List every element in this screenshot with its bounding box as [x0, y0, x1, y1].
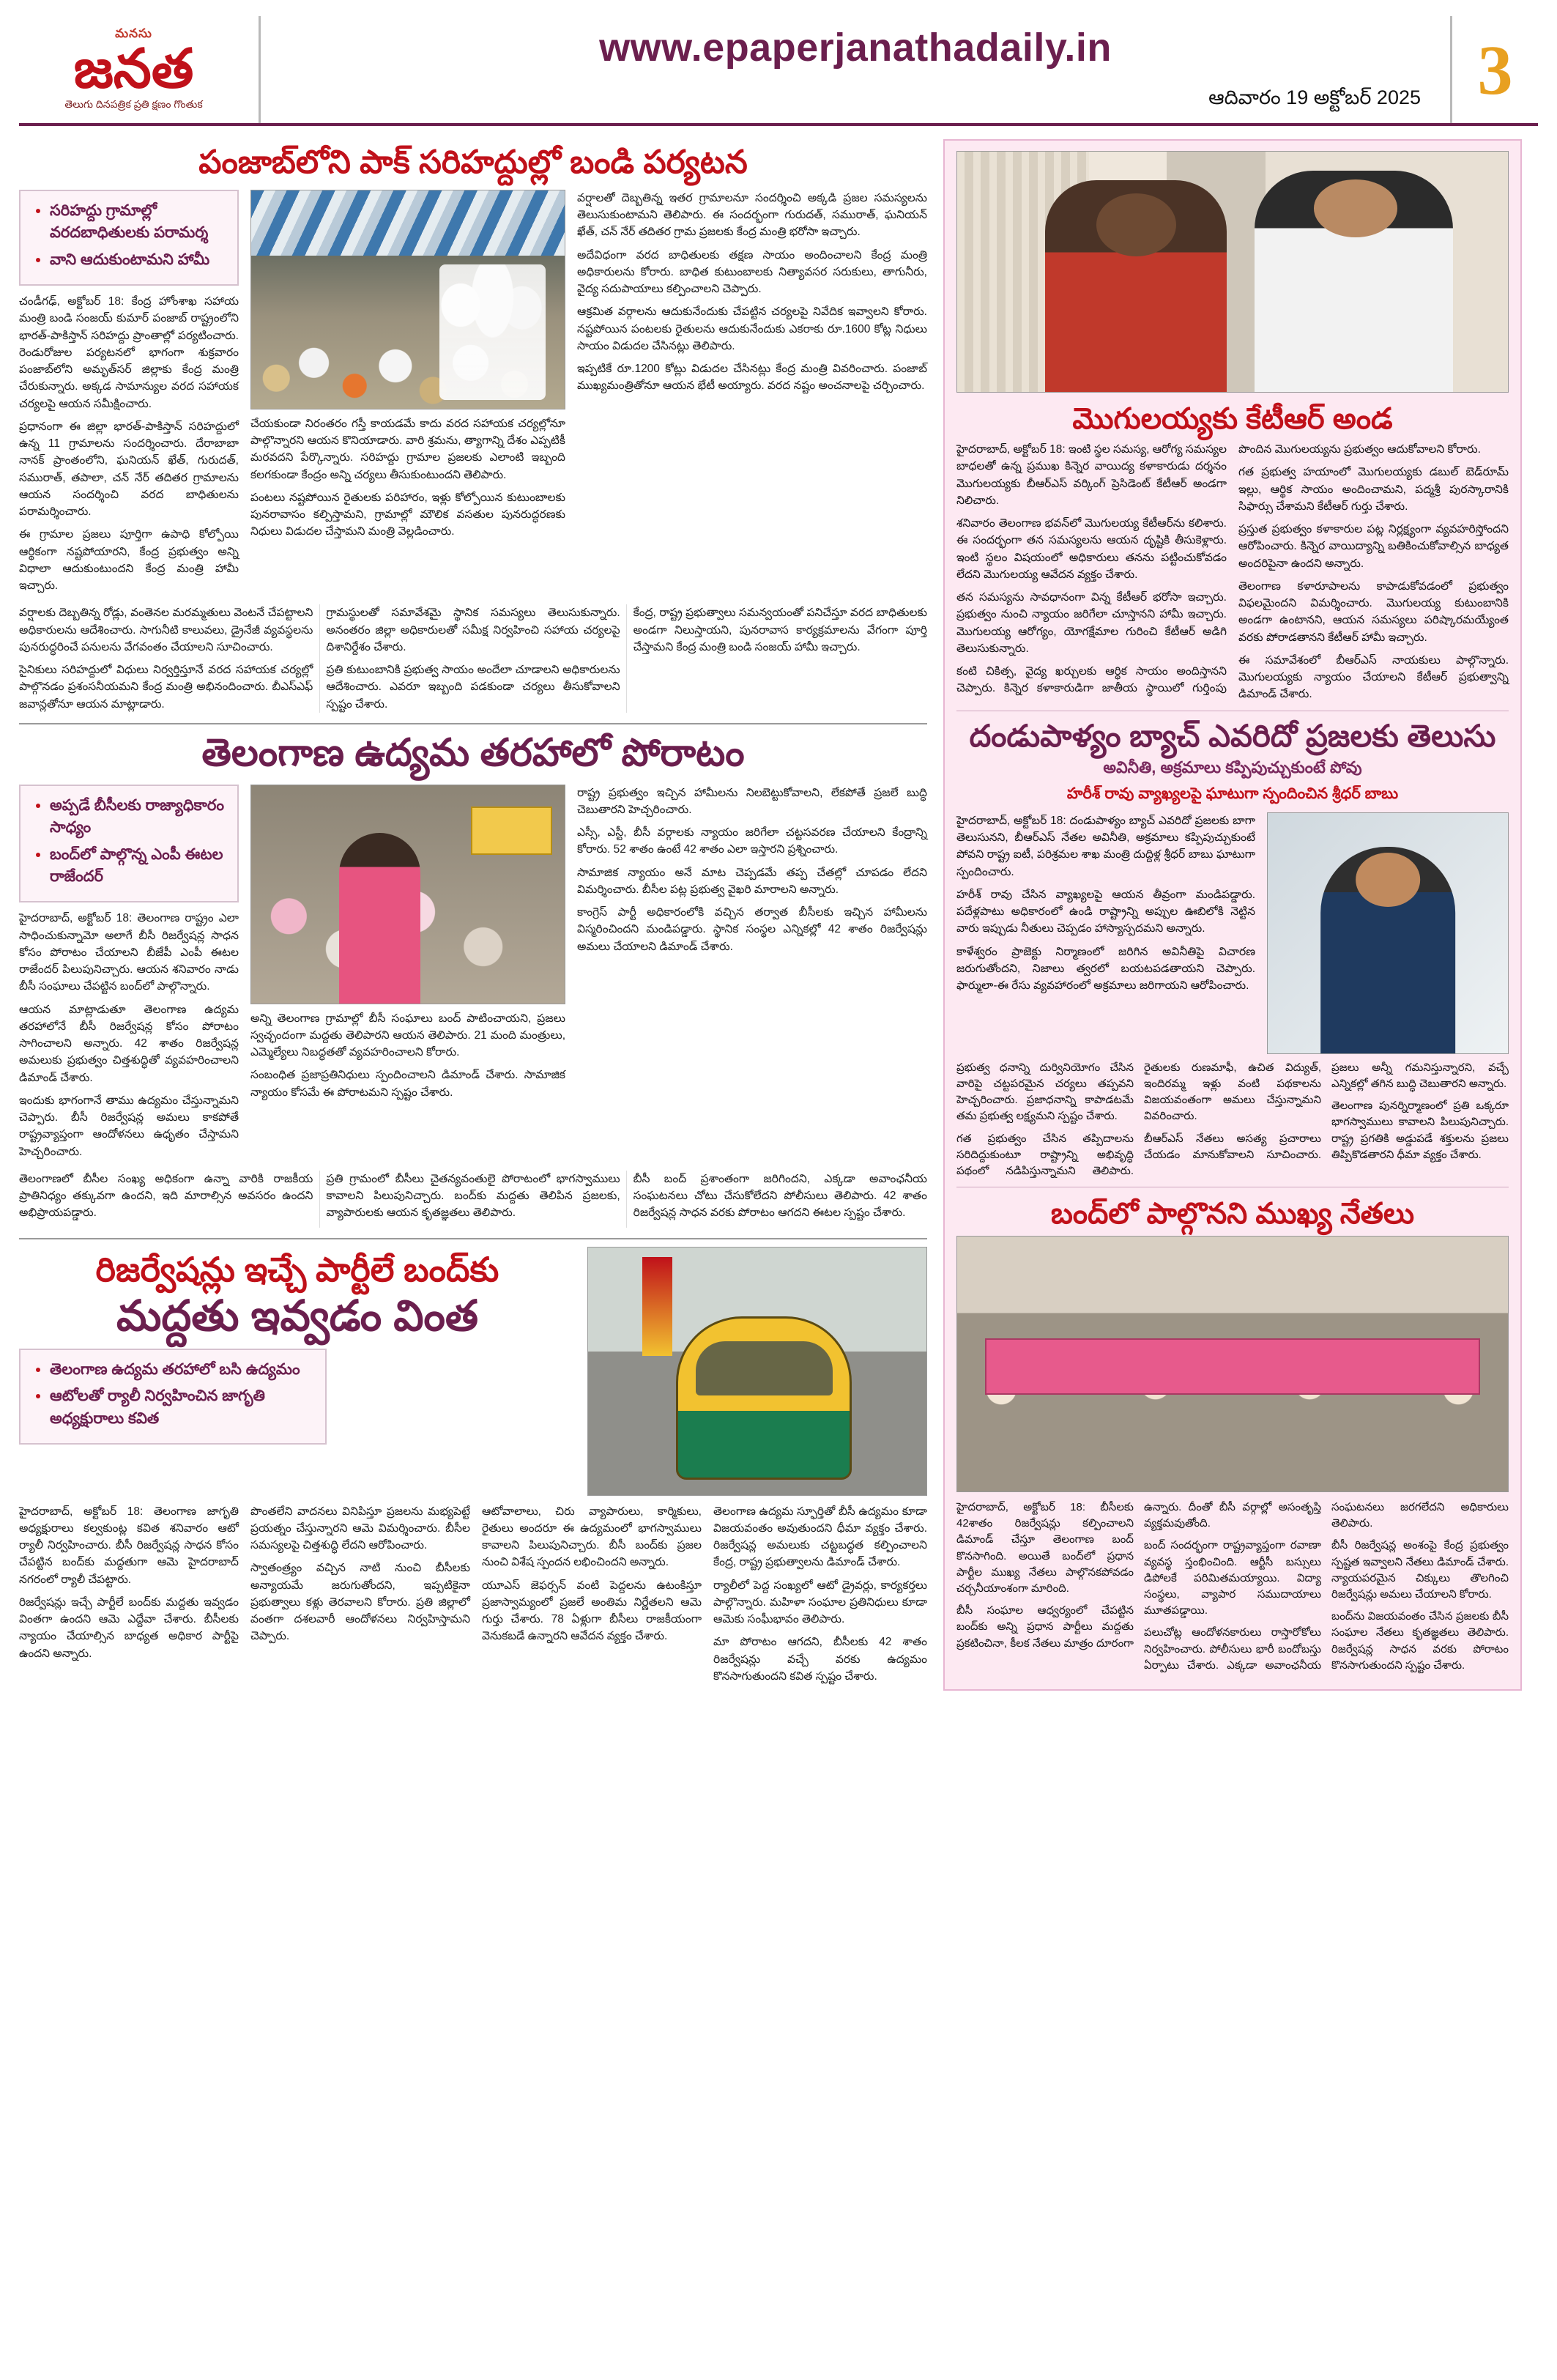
article-ktr-mogulayya — [956, 151, 1509, 703]
teaser-box — [19, 190, 239, 286]
article-paragraph: రిజర్వేషన్లు ఇచ్చే పార్టీలే బంద్‌కు మద్దతు ఇవ్వడం వింతగా ఉందని ఆమె ఎద్దేవా చేశారు. బీసీలకు న్యాయం చేయాల్సిన బాధ్యత అధికార పార్టీపై ఉందని అన్నారు. — [19, 1595, 239, 1660]
article-paragraph: బంద్ సందర్భంగా రాష్ట్రవ్యాప్తంగా రవాణా వ్యవస్థ స్తంభించింది. ఆర్టీసీ బస్సులు డిపోలకే పరిమితమయ్యాయి. విద్యా సంస్థలు, వ్యాపార సముదాయాలు మూతపడ్డాయి. — [1144, 1539, 1321, 1617]
article-paragraph: కాంగ్రెస్ పార్టీ అధికారంలోకి వచ్చిన తర్వాత బీసీలకు ఇచ్చిన హామీలను విస్మరించిందని మండిపడ్డారు. స్థానిక సంస్థల ఎన్నికల్లో 42 శాతం రిజర్వేషన్లు అమలు చేయాలని డిమాండ్ చేశారు. — [577, 906, 927, 953]
article-kavitha-auto-rally — [19, 1247, 927, 1691]
article-paragraph: తెలంగాణ పునర్నిర్మాణంలో ప్రతి ఒక్కరూ భాగస్వాములు కావాలని పిలుపునిచ్చారు. రాష్ట్ర ప్రగతికి అడ్డుపడే శక్తులను ప్రజలు తిప్పికొడతారని ధీమా వ్యక్తం చేశారు. — [1331, 1100, 1509, 1161]
article-paragraph: ప్రభుత్వ ధనాన్ని దుర్వినియోగం చేసిన వారిపై చట్టపరమైన చర్యలు తప్పవని హెచ్చరించారు. ప్రజాధనాన్ని కాపాడటమే తమ ప్రభుత్వ లక్ష్యమని స్పష్టం చేశారు. — [956, 1061, 1134, 1123]
logo-main-text: జనత — [73, 39, 194, 100]
article-headline: బంద్‌లో పాల్గొనని ముఖ్య నేతలు — [1050, 1198, 1415, 1231]
article-paragraph: బీసీ రిజర్వేషన్ల అంశంపై కేంద్ర ప్రభుత్వం స్పష్టత ఇవ్వాలని నేతలు డిమాండ్ చేశారు. న్యాయపరమైన చిక్కులు తొలగించి రిజర్వేషన్లు అమలు చేయాలని కోరారు. — [1331, 1539, 1509, 1601]
article-telangana-udyama-poratam — [19, 732, 927, 1228]
article-photo-group — [956, 1236, 1509, 1492]
article-paragraph: ఇప్పటికే రూ.1200 కోట్లు విడుదల చేసినట్లు కేంద్ర మంత్రి వివరించారు. పంజాబ్ ముఖ్యమంత్రితోనూ ఆయన భేటీ అయ్యారు. వరద నష్టం అంచనాలపై చర్చించారు. — [577, 363, 927, 393]
article-photo-crowd — [250, 190, 565, 409]
article-paragraph: వర్షాలతో దెబ్బతిన్న ఇతర గ్రామాలనూ సందర్శించి అక్కడి ప్రజల సమస్యలను తెలుసుకుంటామని తెలిపారు. ఈ సందర్భంగా గురుదత్, సమురాత్, ఘనియన్ ఖేత్, చన్ నేర్ తదితర గ్రామ ప్రజలకు కేంద్ర మంత్రి భరోసా ఇచ్చారు. — [577, 191, 927, 239]
teaser-item: • వాని ఆదుకుంటామని హామీ — [50, 249, 227, 271]
article-paragraph: ఈ సమావేశంలో బీఆర్ఎస్ నాయకులు పాల్గొన్నారు. మొగులయ్యకు న్యాయం చేయాలని కేటీఆర్ ప్రభుత్వాన్ని డిమాండ్ చేశారు. — [1238, 653, 1509, 701]
article-photo-rally — [250, 785, 565, 1004]
article-paragraph: ప్రతి కుటుంబానికి ప్రభుత్వ సాయం అందేలా చూడాలని అధికారులను ఆదేశించారు. ఎవరూ ఇబ్బంది పడకుండా చర్యలు తీసుకోవాలని స్పష్టం చేశారు. — [326, 664, 620, 711]
article-photo-sridhar-babu — [1267, 812, 1509, 1054]
article-paragraph: హైదరాబాద్, అక్టోబర్ 18: తెలంగాణ రాష్ట్రం ఎలా సాధించుకున్నామో అలాగే బీసీ రిజర్వేషన్ల సాధన కోసం పోరాటం చేయాలని బీజేపీ ఎంపీ ఈటల రాజేందర్ పిలుపునిచ్చారు. ఆయన శనివారం నాడు బీసీ సంఘాలు చేపట్టిన బంద్‌లో పాల్గొన్నారు. — [19, 912, 239, 993]
article-paragraph: కంటి చికిత్స, వైద్య ఖర్చులకు ఆర్థిక సాయం అందిస్తానని చెప్పారు. కిన్నెర కళాకారుడిగా జాతీయ స్థాయిలో గుర్తింపు పొందిన మొగులయ్యను ప్రభుత్వం ఆదుకోవాలని కోరారు. — [956, 443, 1481, 695]
article-paragraph: అన్ని తెలంగాణ గ్రామాల్లో బీసీ సంఘాలు బంద్ పాటించాయని, ప్రజలు స్వచ్ఛందంగా మద్దతు తెలిపారని ఆయన తెలిపారు. 21 మంది మంత్రులు, ఎమ్మెల్యేలు నిబద్ధతతో వ్యవహరించాలని కోరారు. — [250, 1012, 565, 1059]
article-paragraph: బీసీ సంఘాల ఆధ్వర్యంలో చేపట్టిన బంద్‌కు అన్ని ప్రధాన పార్టీలు మద్దతు ప్రకటించినా, కీలక నేతలు మాత్రం దూరంగా ఉన్నారు. దీంతో బీసీ వర్గాల్లో అసంతృప్తి వ్యక్తమవుతోంది. — [956, 1501, 1321, 1650]
article-paragraph: గత ప్రభుత్వం చేసిన తప్పిదాలను సరిదిద్దుకుంటూ రాష్ట్రాన్ని అభివృద్ధి పథంలో నడిపిస్తున్నామని తెలిపారు. రైతులకు రుణమాఫీ, ఉచిత విద్యుత్, ఇందిరమ్మ ఇళ్లు వంటి పథకాలను విజయవంతంగా అమలు చేస్తున్నామని వివరించారు. — [956, 1061, 1321, 1177]
article-paragraph: వర్షాలకు దెబ్బతిన్న రోడ్లు, వంతెనల మరమ్మతులు వెంటనే చేపట్టాలని అధికారులను ఆదేశించారు. సాగునీటి కాలువలు, డ్రైనేజీ వ్యవస్థలను పునరుద్ధరించే పనులను వేగవంతం చేయాలని సూచించారు. — [19, 607, 313, 653]
article-headline-line1: రిజర్వేషన్లు ఇచ్చే పార్టీలే బంద్‌కు — [95, 1250, 499, 1289]
article-paragraph: బీసీ బంద్ ప్రశాంతంగా జరిగిందని, ఎక్కడా అవాంఛనీయ సంఘటనలు చోటు చేసుకోలేదని పోలీసులు తెలిపారు. 42 శాతం రిజర్వేషన్ల సాధన వరకు పోరాటం ఆగదని ఈటల స్పష్టం చేశారు. — [633, 1172, 927, 1220]
article-subhead-1: అవినీతి, అక్రమాలు కప్పిపుచ్చుకుంటే పోవు — [1103, 757, 1362, 776]
article-paragraph: ఆయన మాట్లాడుతూ తెలంగాణ ఉద్యమ తరహాలోనే బీసీ రిజర్వేషన్ల కోసం పోరాటం సాగించాలని అన్నారు. 42 శాతం రిజర్వేషన్ల అమలుకు ప్రభుత్వం చిత్తశుద్ధితో వ్యవహరించాలని డిమాండ్ చేశారు. — [19, 1003, 239, 1084]
article-bandh-absent-leaders — [956, 1196, 1509, 1674]
article-paragraph: ఈ గ్రామాల ప్రజలు పూర్తిగా ఉపాధి కోల్పోయి ఆర్థికంగా నష్టపోయారని, కేంద్ర ప్రభుత్వం అన్ని విధాలా ఆదుకుంటుందని కేంద్ర మంత్రి హామీ ఇచ్చారు. — [19, 528, 239, 593]
article-paragraph: ప్రతి గ్రామంలో బీసీలు చైతన్యవంతులై పోరాటంలో భాగస్వాములు కావాలని పిలుపునిచ్చారు. బంద్‌కు మద్దతు తెలిపిన ప్రజలకు, వ్యాపారులకు ఆయన కృతజ్ఞతలు తెలిపారు. — [326, 1172, 620, 1220]
article-paragraph: ఇందుకు భాగంగానే తాము ఉద్యమం చేస్తున్నామని చెప్పారు. బీసీ రిజర్వేషన్ల అమలు కాకపోతే రాష్ట్రవ్యాప్తంగా ఆందోళనలు ఉధృతం చేస్తామని హెచ్చరించారు. — [19, 1094, 239, 1158]
article-bandi-punjab-tour — [19, 144, 927, 713]
article-paragraph: చేయకుండా నిరంతరం గస్తీ కాయడమే కాదు వరద సహాయక చర్యల్లోనూ పాల్గొన్నారని ఆయన కొనియాడారు. వారి శ్రమను, త్యాగాన్ని దేశం ఎప్పటికీ మరవదని పేర్కొన్నారు. సరిహద్దు గ్రామాల ప్రజలకు ఎలాంటి ఇబ్బంది కలగకుండా కేంద్రం అన్ని చర్యలు తీసుకుంటుందని తెలిపారు. — [250, 417, 565, 481]
article-paragraph: సామాజిక న్యాయం అనే మాట చెప్పడమే తప్ప చేతల్లో చూపడం లేదని విమర్శించారు. బీసీల పట్ల ప్రభుత్వ వైఖరి మారాలని అన్నారు. — [577, 866, 927, 896]
article-paragraph: చండీగఢ్, అక్టోబర్ 18: కేంద్ర హోంశాఖ సహాయ మంత్రి బండి సంజయ్ కుమార్ పంజాబ్ రాష్ట్రంలోని భారత్-పాకిస్తాన్ సరిహద్దు ప్రాంతాల్లో పర్యటించారు. రెండురోజుల పర్యటనలో భాగంగా శుక్రవారం పంజాబ్‌లోని అమృత్‌సర్ జిల్లాకు కేంద్ర మంత్రి చేరుకున్నారు. అక్కడ సామాన్యుల వరద సహాయక చర్యలపై ఆయన సమీక్షించారు. — [19, 295, 239, 410]
article-photo-ktr-mogulayya — [956, 151, 1509, 393]
article-paragraph: కేంద్ర, రాష్ట్ర ప్రభుత్వాలు సమన్వయంతో పనిచేస్తూ వరద బాధితులకు అండగా నిలుస్తాయని, పునరావాస కార్యక్రమాలను వేగంగా పూర్తి చేస్తామని కేంద్ర మంత్రి బండి సంజయ్ హామీ ఇచ్చారు. — [633, 607, 927, 653]
article-paragraph: మా పోరాటం ఆగదని, బీసీలకు 42 శాతం రిజర్వేషన్లు వచ్చే వరకు ఉద్యమం కొనసాగుతుందని కవిత స్పష్టం చేశారు. — [713, 1636, 927, 1683]
article-paragraph: కాళేశ్వరం ప్రాజెక్టు నిర్మాణంలో జరిగిన అవినీతిపై విచారణ జరుగుతోందని, నిజాలు త్వరలో బయటపడతాయని చెప్పారు. ఫార్ములా-ఈ రేసు వ్యవహారంలో అక్రమాలు జరిగాయని ఆరోపించారు. — [956, 945, 1255, 993]
article-paragraph: హైదరాబాద్, అక్టోబర్ 18: బీసీలకు 42శాతం రిజర్వేషన్లు కల్పించాలని డిమాండ్ చేస్తూ తెలంగాణ బంద్ కొనసాగింది. అయితే బంద్‌లో ప్రధాన పార్టీల ముఖ్య నేతలు పాల్గొనకపోవడం చర్చనీయాంశంగా మారింది. — [956, 1501, 1134, 1595]
article-paragraph: గ్రామస్థులతో సమావేశమై స్థానిక సమస్యలు తెలుసుకున్నారు. అనంతరం జిల్లా అధికారులతో సమీక్ష నిర్వహించి సహాయ చర్యలపై దిశానిర్దేశం చేశారు. — [326, 607, 620, 653]
article-paragraph: పొంతలేని వాదనలు వినిపిస్తూ ప్రజలను మభ్యపెట్టే ప్రయత్నం చేస్తున్నారని ఆమె విమర్శించారు. బీసీల సమస్యలపై చిత్తశుద్ధి లేదని ఆరోపించారు. — [250, 1505, 470, 1552]
article-paragraph: యూఎస్ జెఫర్సన్ వంటి పెద్దలను ఉటంకిస్తూ ప్రజాస్వామ్యంలో ప్రజలే అంతిమ నిర్ణేతలని ఆమె గుర్తు చేశారు. 78 ఏళ్లుగా బీసీలు రాజకీయంగా వెనుకబడే ఉన్నారని ఆవేదన వ్యక్తం చేశారు. — [482, 1579, 702, 1643]
article-paragraph: స్వాతంత్ర్యం వచ్చిన నాటి నుంచి బీసీలకు అన్యాయమే జరుగుతోందని, ఇప్పటికైనా ప్రభుత్వాలు కళ్లు తెరవాలని కోరారు. ప్రతి జిల్లాలో వంతగా దశలవారీ ఆందోళనలు నిర్వహిస్తామని చెప్పారు. — [250, 1562, 470, 1643]
article-paragraph: ప్రస్తుత ప్రభుత్వం కళాకారుల పట్ల నిర్లక్ష్యంగా వ్యవహరిస్తోందని ఆరోపించారు. కిన్నెర వాయిద్యాన్ని బతికించుకోవాల్సిన బాధ్యత అందరిపైనా ఉందని అన్నారు. — [1238, 523, 1509, 570]
logo-subtitle: తెలుగు దినపత్రిక ప్రతి క్షణం గొంతుక — [64, 98, 203, 111]
teaser-item: • అప్పడే బీసీలకు రాజ్యాధికారం సాధ్యం — [50, 795, 227, 839]
article-paragraph: అదేవిధంగా వరద బాధితులకు తక్షణ సాయం అందించాలని కేంద్ర మంత్రి అధికారులను కోరారు. బాధిత కుటుంబాలకు నిత్యావసర సరుకులు, తాగునీరు, వైద్య సదుపాయాలు కల్పించాలని చెప్పారు. — [577, 248, 927, 296]
teaser-box — [19, 1349, 327, 1445]
article-subhead-2: హరీశ్ రావు వ్యాఖ్యలపై ఘాటుగా స్పందించిన శ్రీధర్ బాబు — [1066, 785, 1399, 802]
article-paragraph: ప్రధానంగా ఈ జిల్లా భారత్-పాకిస్తాన్ సరిహద్దులో ఉన్న 11 గ్రామాలను సందర్శించారు. దేరాబాబా నానక్ ప్రాంతంలోని, ఘనియన్ ఖేత్, గురుదత్, సమురాత్, తపాలా, చన్ నేర్ తదితర గ్రామాలను ఆయన సందర్శించి వరద బాధితులను పరామర్శించారు. — [19, 420, 239, 519]
article-dandupalyam-batch — [956, 719, 1509, 1180]
article-paragraph: తెలంగాణ ఉద్యమ స్ఫూర్తితో బీసీ ఉద్యమం కూడా విజయవంతం అవుతుందని ధీమా వ్యక్తం చేశారు. రిజర్వేషన్ల అమలుకు చట్టబద్ధత కల్పించాలని కేంద్ర, రాష్ట్ర ప్రభుత్వాలను డిమాండ్ చేశారు. — [713, 1505, 927, 1569]
article-paragraph: శనివారం తెలంగాణ భవన్‌లో మొగులయ్య కేటీఆర్‌ను కలిశారు. ఈ సందర్భంగా తన సమస్యలను ఆయన దృష్టికి తీసుకెళ్లారు. ఇంటి స్థలం విషయంలో అధికారులు తనను పట్టించుకోవడం లేదని మొగులయ్య ఆవేదన వ్యక్తం చేశారు. — [956, 517, 1227, 581]
article-headline: పంజాబ్‌లోని పాక్ సరిహద్దుల్లో బండి పర్యటన — [198, 144, 748, 180]
article-paragraph: ఆక్రమిత వర్గాలను ఆదుకునేందుకు చేపట్టిన చర్యలపై నివేదిక ఇవ్వాలని కోరారు. నష్టపోయిన పంటలకు రైతులను ఆదుకునేందుకు ఎకరాకు రూ.1600 కోట్ల నిధులు సాయం విడుదల చేసినట్లు తెలిపారు. — [577, 305, 927, 352]
article-paragraph: బీఆర్ఎస్ నేతలు అసత్య ప్రచారాలు చేయడం మానుకోవాలని సూచించారు. ప్రజలు అన్నీ గమనిస్తున్నారని, వచ్చే ఎన్నికల్లో తగిన బుద్ధి చెబుతారని అన్నారు. — [1144, 1061, 1509, 1161]
article-paragraph: ర్యాలీలో పెద్ద సంఖ్యలో ఆటో డ్రైవర్లు, కార్యకర్తలు పాల్గొన్నారు. మహిళా సంఘాల ప్రతినిధులు కూడా ఆమెకు సంఘీభావం తెలిపారు. — [713, 1579, 927, 1626]
article-paragraph: హైదరాబాద్, అక్టోబర్ 18: ఇంటి స్థల సమస్య, ఆరోగ్య సమస్యల బాధలతో ఉన్న ప్రముఖ కిన్నెర వాయిద్య కళాకారుడు దర్శనం మొగులయ్యకు బీఆర్ఎస్ వర్కింగ్ ప్రెసిడెంట్ కేటీఆర్ అండగా నిలిచారు. — [956, 443, 1227, 507]
article-paragraph: హైదరాబాద్, అక్టోబర్ 18: దండుపాళ్యం బ్యాచ్ ఎవరిదో ప్రజలకు బాగా తెలుసునని, బీఆర్ఎస్ నేతల అవినీతి, అక్రమాలు కప్పిపుచ్చుకుంటే పోవని రాష్ట్ర ఐటీ, పరిశ్రమల శాఖ మంత్రి దుద్దిళ్ల శ్రీధర్ బాబు ఘాటుగా స్పందించారు. — [956, 814, 1255, 878]
page-content — [19, 139, 1538, 1691]
right-column — [943, 139, 1522, 1691]
article-paragraph: సంబంధిత ప్రజాప్రతినిధులు స్పందించాలని డిమాండ్ చేశారు. సామాజిక న్యాయం కోసమే ఈ పోరాటమని స్పష్టం చేశారు. — [250, 1069, 565, 1099]
logo-top-text: మనసు — [115, 26, 152, 40]
page-number: 3 — [1477, 30, 1513, 109]
teaser-item: • సరిహద్దు గ్రామాల్లో వరదబాధితులకు పరామర్శ — [50, 200, 227, 245]
article-paragraph: రాష్ట్ర ప్రభుత్వం ఇచ్చిన హామీలను నిలబెట్టుకోవాలని, లేకపోతే ప్రజలే బుద్ధి చెబుతారని హెచ్చరించారు. — [577, 786, 927, 816]
article-paragraph: హైదరాబాద్, అక్టోబర్ 18: తెలంగాణ జాగృతి అధ్యక్షురాలు కల్వకుంట్ల కవిత శనివారం ఆటో ర్యాలీ నిర్వహించారు. బీసీ రిజర్వేషన్ల సాధన కోసం చేపట్టిన బంద్‌కు మద్దతుగా ఆమె హైదరాబాద్ నగరంలో ర్యాలీ చేపట్టారు. — [19, 1505, 239, 1586]
article-paragraph: హరీశ్ రావు చేసిన వ్యాఖ్యలపై ఆయన తీవ్రంగా మండిపడ్డారు. పదేళ్లపాటు అధికారంలో ఉండి రాష్ట్రాన్ని అప్పుల ఊబిలోకి నెట్టిన వారు ఇప్పుడు నీతులు చెప్పడం హాస్యాస్పదమని అన్నారు. — [956, 888, 1255, 935]
left-column — [19, 139, 927, 1691]
page-number-box — [1450, 16, 1538, 123]
website-url[interactable]: www.epaperjanathadaily.in — [599, 26, 1112, 70]
teaser-item: • ఆటోలతో ర్యాలీ నిర్వహించిన జాగృతి అధ్యక్షురాలు కవిత — [50, 1385, 315, 1430]
article-paragraph: గత ప్రభుత్వ హయాంలో మొగులయ్యకు డబుల్ బెడ్‌రూమ్ ఇల్లు, ఆర్థిక సాయం అందించామని, పద్మశ్రీ పురస్కారానికి సిఫార్సు చేశామని కేటీఆర్ గుర్తు చేశారు. — [1238, 466, 1509, 513]
teaser-item: • తెలంగాణ ఉద్యమ తరహాలో బసి ఉద్యమం — [50, 1359, 315, 1381]
article-paragraph: తెలంగాణ కళారూపాలను కాపాడుకోవడంలో ప్రభుత్వం విఫలమైందని విమర్శించారు. మొగులయ్య కుటుంబానికి అండగా ఉంటానని, ఆయన సమస్యలు పరిష్కారమయ్యేంత వరకు పోరాడతానని కేటీఆర్ హామీ ఇచ్చారు. — [1238, 579, 1509, 644]
masthead — [19, 16, 1538, 126]
article-headline: మొగులయ్యకు కేటీఆర్ అండ — [1072, 403, 1393, 435]
article-photo-auto-rally — [587, 1247, 927, 1496]
article-headline-line2: మద్దతు ఇవ్వడం వింత — [116, 1291, 479, 1340]
article-paragraph: పంటలు నష్టపోయిన రైతులకు పరిహారం, ఇళ్లు కోల్పోయిన కుటుంబాలకు పునరావాసం కల్పిస్తామని, గ్రామాల్లో మౌలిక వసతుల పునరుద్ధరణకు నిధులు విడుదల చేస్తామని మంత్రి వెల్లడించారు. — [250, 491, 565, 538]
article-paragraph: ఆటోవాలాలు, చిరు వ్యాపారులు, కార్మికులు, రైతులు అందరూ ఈ ఉద్యమంలో భాగస్వాములు కావాలని పిలుపునిచ్చారు. బీసీ బంద్‌కు ప్రజల నుంచి విశేష స్పందన లభించిందని అన్నారు. — [482, 1505, 702, 1569]
masthead-center — [261, 16, 1450, 123]
article-paragraph: ఎస్సీ, ఎస్టీ, బీసీ వర్గాలకు న్యాయం జరిగేలా చట్టసవరణ చేయాలని కేంద్రాన్ని కోరారు. 52 శాతం ఉంటే 42 శాతం ఎలా ఇస్తారని ప్రశ్నించారు. — [577, 826, 927, 856]
article-paragraph: తెలంగాణలో బీసీల సంఖ్య అధికంగా ఉన్నా వారికి రాజకీయ ప్రాతినిధ్యం తక్కువగా ఉందని, ఇది మారాల్సిన అవసరం ఉందని అభిప్రాయపడ్డారు. — [19, 1172, 313, 1220]
teaser-box — [19, 785, 239, 903]
article-paragraph: బంద్‌ను విజయవంతం చేసిన ప్రజలకు బీసీ సంఘాల నేతలు కృతజ్ఞతలు తెలిపారు. రిజర్వేషన్ల సాధన వరకు పోరాటం కొనసాగుతుందని స్పష్టం చేశారు. — [1331, 1610, 1509, 1672]
article-headline: తెలంగాణ ఉద్యమ తరహాలో పోరాటం — [201, 731, 745, 774]
article-paragraph: తన సమస్యను సావధానంగా విన్న కేటీఆర్ భరోసా ఇచ్చారు. ప్రభుత్వం నుంచి న్యాయం జరిగేలా చూస్తానని హామీ ఇచ్చారు. మొగులయ్య ఆరోగ్యం, యోగక్షేమాల గురించి కేటీఆర్ అడిగి తెలుసుకున్నారు. — [956, 591, 1227, 655]
publication-logo — [19, 16, 261, 123]
teaser-item: • బంద్‌లో పాల్గొన్న ఎంపీ ఈటల రాజేందర్ — [50, 844, 227, 889]
article-headline: దండుపాళ్యం బ్యాచ్ ఎవరిదో ప్రజలకు తెలుసు — [969, 718, 1496, 753]
article-paragraph: పలుచోట్ల ఆందోళనకారులు రాస్తారోకోలు నిర్వహించారు. పోలీసులు భారీ బందోబస్తు ఏర్పాటు చేశారు. ఎక్కడా అవాంఛనీయ సంఘటనలు జరగలేదని అధికారులు తెలిపారు. — [1144, 1501, 1509, 1672]
article-body — [956, 441, 1509, 703]
article-paragraph: సైనికులు సరిహద్దులో విధులు నిర్వర్తిస్తూనే వరద సహాయక చర్యల్లో పాల్గొనడం ప్రశంసనీయమని కేంద్ర మంత్రి అభినందించారు. బీఎస్‌ఎఫ్ జవాన్లతోనూ ఆయన మాట్లాడారు. — [19, 664, 313, 711]
edition-date: ఆదివారం 19 అక్టోబర్ 2025 — [1208, 86, 1421, 108]
